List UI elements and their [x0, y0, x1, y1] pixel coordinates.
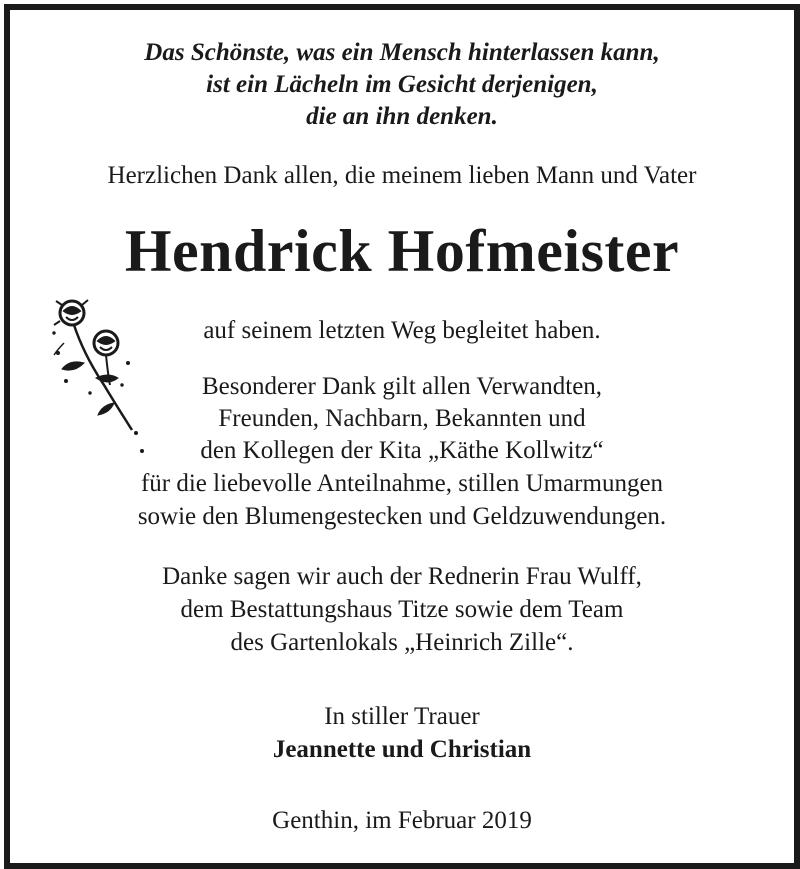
- thanks-line-2: Freunden, Nachbarn, Bekannten und: [218, 405, 586, 432]
- motto-line-3: die an ihn denken.: [306, 103, 498, 130]
- second-line-2: dem Bestattungshaus Titze sowie dem Team: [180, 596, 624, 623]
- deceased-name: Hendrick Hofmeister: [124, 218, 680, 284]
- after-name-text: auf seinem letzten Weg begleitet haben.: [203, 317, 601, 344]
- thanks-line-4: für die liebevolle Anteilnahme, stillen Umarmungen: [140, 470, 664, 497]
- second-line-1: Danke sagen wir auch der Rednerin Frau Wulff,: [162, 563, 642, 590]
- thanks-line-3: den Kollegen der Kita „Käthe Kollwitz“: [200, 437, 604, 464]
- place-date: Genthin, im Februar 2019: [272, 807, 532, 834]
- intro-text: Herzlichen Dank allen, die meinem lieben Mann und Vater: [107, 162, 697, 189]
- motto-line-1: Das Schönste, was ein Mensch hinterlassen kann,: [144, 39, 660, 66]
- thanks-line-1: Besonderer Dank gilt allen Verwandten,: [201, 373, 603, 400]
- motto-line-2: ist ein Lächeln im Gesicht derjenigen,: [206, 71, 598, 98]
- thanks-line-5: sowie den Blumengestecken und Geldzuwendungen.: [137, 503, 667, 530]
- mourners-names: Jeannette und Christian: [272, 736, 532, 763]
- second-line-3: des Gartenlokals „Heinrich Zille“.: [230, 629, 574, 656]
- obituary-notice: [4, 4, 800, 869]
- mourning-phrase: In stiller Trauer: [324, 703, 480, 730]
